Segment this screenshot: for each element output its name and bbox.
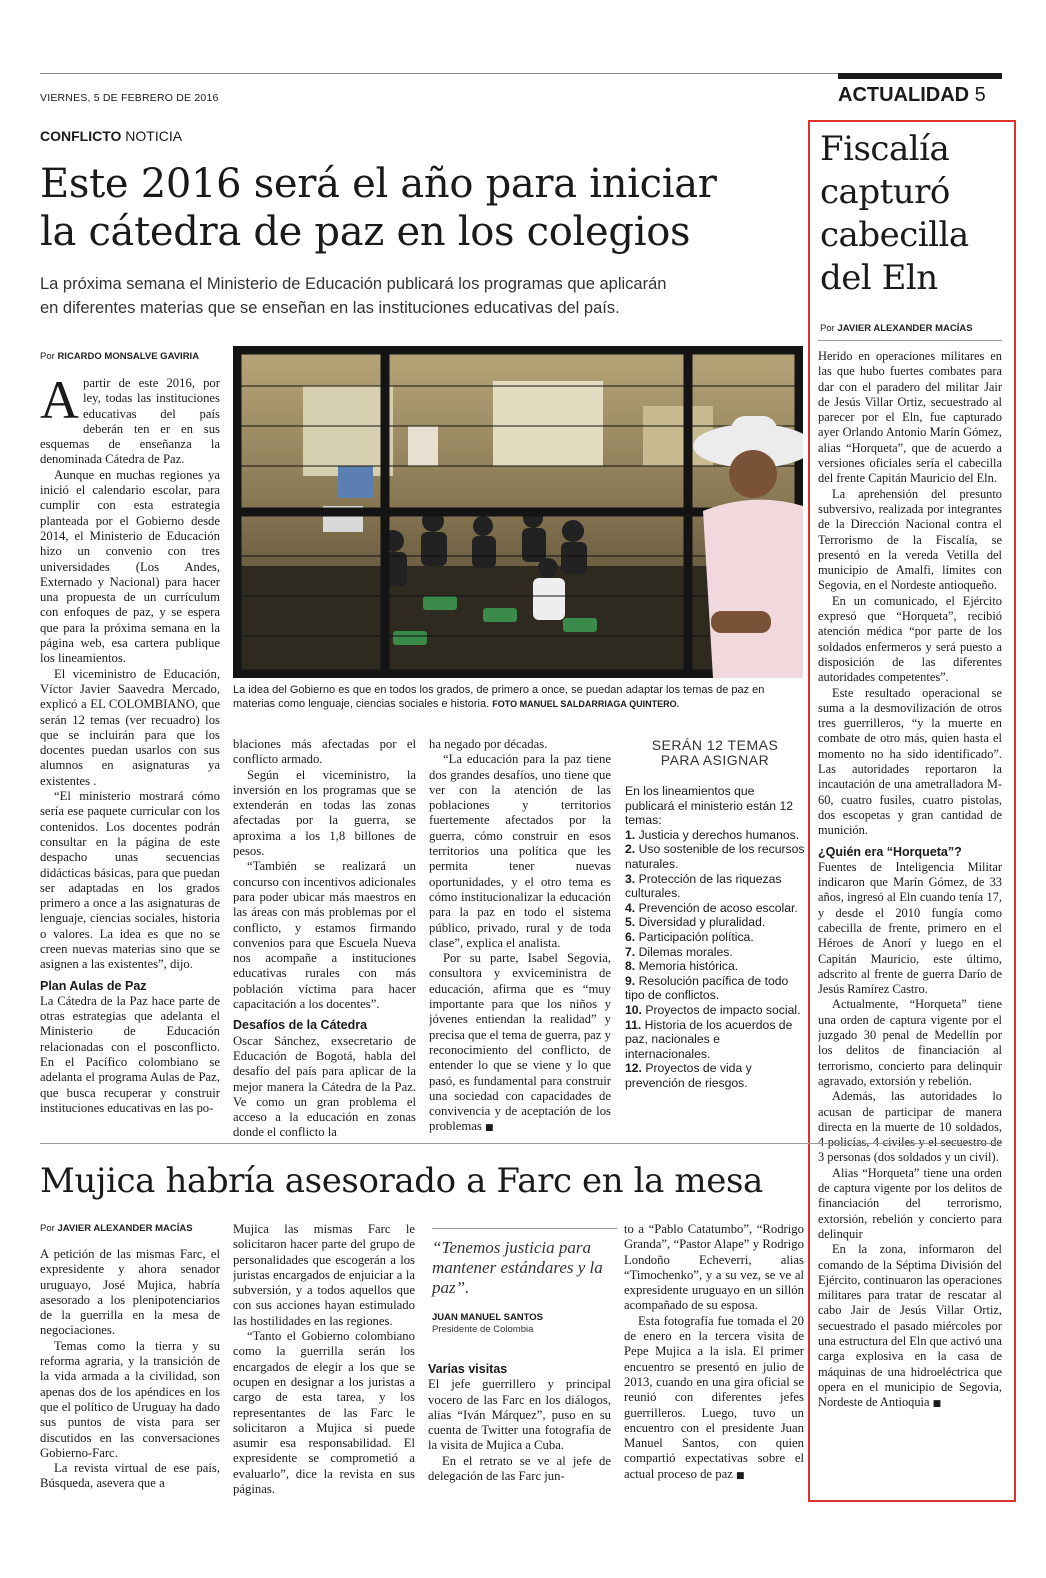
topics-box: [625, 738, 805, 1090]
side-paragraph: Fuentes de Inteligencia Militar indicaron que Marín Gómez, de 33 años, ingresó al Eln cuando tenía 17, y desde el 2010 fungía como cabecilla de frente, primero en el Héroes de Anorí y luego en el Capitán Mauricio, este último, adscrito al frente de guerra Darío de Jesús Ramírez Castro.: [818, 859, 1002, 997]
lead-headline-line-2: la cátedra de paz en los colegios: [40, 209, 691, 255]
list-item: 3. Protección de las riquezas culturales.: [625, 871, 782, 901]
lead-byline: [40, 351, 199, 362]
side-headline-line-1: Fiscalía: [820, 129, 950, 169]
lead-paragraph: Según el viceministro, la inversión en los programas que se extenderán en todas las zonas afectadas por la guerra, se aproxima a los 1,8 billones de pesos.: [233, 767, 416, 859]
list-item: 2. Uso sostenible de los recursos naturales.: [625, 842, 805, 871]
lead-paragraph: El viceministro de Educación, Víctor Javier Saavedra Mercado, explicó a EL COLOMBIANO, que serán 12 temas (ver recuadro) los que se incluirán para que los docentes puedan usarlos con sus alumnos en asignaturas ya existentes .: [40, 666, 220, 788]
classroom-photo-illustration: [233, 346, 803, 678]
photo-caption: [233, 683, 803, 711]
lead-column-3: [429, 737, 611, 1142]
list-item: 5. Diversidad y pluralidad.: [625, 915, 766, 930]
mujica-paragraph: Mujica las mismas Farc le solicitaron hacer parte del grupo de personalidades que escogerán a los juristas encargados de enjuiciar a la subversión, y a todos aquellos que con sus acciones hayan estimulado las hostilidades en las regiones.: [233, 1222, 415, 1328]
mujica-column-1: [40, 1247, 220, 1502]
list-item: 11. Historia de los acuerdos de paz, nacionales e internacionales.: [625, 1017, 793, 1061]
lead-paragraph: “El ministerio mostrará cómo sería ese paquete curricular con los contenidos. Los docentes podrán consultar en la página de este despacho unas secuencias didácticas básicas, para que puedan ser adaptadas en los grados primero a once a las asignaturas de lenguaje, ciencias sociales, historia o valores. La idea es que no se creen nuevas materias sino que se asignen a las existentes”, dijo.: [40, 789, 220, 972]
lead-paragraph: “La educación para la paz tiene dos grandes desafíos, uno tiene que ver con la atención de las poblaciones y territorios fuertemente afectados por la guerra, cómo construir en esos territorios una política que les permita tener nuevas oportunidades, y el otro tema es cómo institucionalizar la educación para la paz en todo el sistema público, privado, rural y de toda clase”, explica el analista.: [429, 752, 611, 950]
lead-column-1: [40, 376, 220, 1146]
mujica-subhead: Varias visitas: [428, 1362, 508, 1376]
byline-name: JAVIER ALEXANDER MACÍAS: [57, 1223, 193, 1234]
mujica-paragraph: El jefe guerrillero y principal vocero de las Farc en los diálogos, alias “Iván Márquez”, puso en su cuenta de Twitter una fotografía de la visita de Mujica a Cuba.: [428, 1377, 611, 1453]
section-name: ACTUALIDAD: [838, 84, 970, 106]
lead-paragraph: Aunque en muchas regiones ya inició el calendario escolar, para cumplir con esta estrategia planteada por el Gobierno desde 2014, el Ministerio de Educación hizo un convenio con tres universidades (Los Andes, Externado y Nacional) para hacer una propuesta de un currículum con enfoques de paz, y se espera que para la próxima semana en la página web, esa cartera publique los lineamientos.: [40, 467, 220, 666]
mujica-column-2: [233, 1222, 415, 1502]
page-number: 5: [974, 84, 986, 106]
list-item: 8. Memoria histórica.: [625, 959, 739, 974]
section-bar: [838, 73, 1002, 79]
list-item: 12. Proyectos de vida y prevención de riesgos.: [625, 1061, 752, 1090]
end-mark: ■: [932, 1399, 942, 1410]
lead-dek-line-2: en diferentes materias que se enseñan en las instituciones educativas del país.: [40, 299, 620, 317]
lead-paragraph: “También se realizará un concurso con incentivos adicionales para poder ubicar más maestros en las áreas con más problemas por el conflicto, y estamos firmando convenios para que Escuela Nueva nos acompañe a instituciones educativas rurales con más población víctima para hacer capacitación a los docentes”.: [233, 859, 416, 1012]
list-item: 7. Dilemas morales.: [625, 944, 733, 959]
section-label: [838, 84, 986, 107]
side-subhead: ¿Quién era “Horqueta”?: [818, 844, 962, 859]
mujica-paragraph: “Tanto el Gobierno colombiano como la guerrilla serán los encargados de elegir a los que se ocupen en designar a los juristas a cargo de esta tarea, y los representantes de las Farc le solicitaron a Mujica si puede asumir esa responsabilidad. El expresidente se comprometió a evaluarlo”, dice la revista en sus páginas.: [233, 1329, 415, 1497]
mujica-paragraph: A petición de las mismas Farc, el expresidente y ahora senador uruguayo, José Mujica, habría asesorado a los plenipotenciarios de la guerrilla en la mesa de negociaciones.: [40, 1247, 220, 1338]
lead-paragraph: ha negado por décadas.: [429, 737, 548, 751]
mujica-byline: [40, 1223, 193, 1234]
side-paragraph: Además, las autoridades lo acusan de participar de manera directa en la muerte de 10 soldados, 3 personas (dos soldados y un civil).: [818, 1089, 1002, 1165]
photo-credit: FOTO MANUEL SALDARRIAGA QUINTERO.: [492, 699, 680, 709]
kicker: [40, 128, 182, 144]
caption-text: La idea del Gobierno es que en todos los grados, de primero a once, se puedan adaptar los temas de paz en materias como lenguaje, ciencias sociales e historia.: [233, 684, 765, 710]
mujica-paragraph: La revista virtual de ese país, Búsqueda, asevera que a: [40, 1461, 220, 1491]
lead-subhead: Desafíos de la Cátedra: [233, 1018, 368, 1033]
mujica-column-3: [428, 1362, 611, 1502]
end-mark: ■: [485, 1123, 494, 1134]
lead-paragraph: Oscar Sánchez, exsecretario de Educación de Bogotá, habla del desafío del país para aplicar de la mejor manera la Cátedra de la Paz. Ve como un gran problema el acceso a la educación en zonas donde el conflicto la: [233, 1033, 416, 1140]
byline-name: JAVIER ALEXANDER MACÍAS: [837, 323, 973, 334]
list-item: 6. Participación política.: [625, 929, 754, 944]
topics-box-title-line-2: PARA ASIGNAR: [660, 752, 770, 768]
classroom-photo: [233, 346, 803, 678]
pull-quote: “Tenemos justicia para mantener estándares y la paz”.: [432, 1238, 603, 1297]
topics-box-title-line-1: SERÁN 12 TEMAS: [651, 737, 779, 753]
byline-prefix: Por: [40, 1223, 55, 1234]
lead-headline: [40, 160, 800, 256]
lead-subhead: Plan Aulas de Paz: [40, 978, 147, 993]
kicker-category: CONFLICTO: [40, 128, 122, 144]
byline-prefix: Por: [40, 351, 55, 362]
topics-box-title: [625, 738, 805, 768]
dateline: VIERNES, 5 DE FEBRERO DE 2016: [40, 92, 219, 104]
quote-author: JUAN MANUEL SANTOS: [432, 1312, 544, 1323]
lead-column-2: [233, 737, 416, 1142]
mujica-paragraph: En el retrato se ve al jefe de delegación de las Farc jun-: [428, 1453, 611, 1484]
side-rule: [818, 340, 1002, 341]
topics-box-intro: En los lineamientos que publicará el ministerio están 12 temas:: [625, 784, 794, 828]
mid-rule: [40, 1143, 1002, 1144]
byline-prefix: Por: [820, 323, 835, 334]
topics-list: [625, 828, 805, 1091]
side-paragraph: Herido en operaciones militares en las que hubo fuertes combates para dar con el paradero del militar Jair de Jesús Villar Ortiz, secuestrado al parecer por el Eln, fue capturado ayer Orlando Antonio Marín Gómez, alias “Horqueta”, que de acuerdo a versiones oficiales sería el cabecilla del frente Capitán Mauricio del Eln.: [818, 349, 1002, 486]
mujica-headline: Mujica habría asesorado a Farc en la mesa: [40, 1161, 763, 1201]
side-headline-line-3: cabecilla: [820, 215, 969, 255]
mujica-paragraph: Esta fotografía fue tomada el 20 de enero en la tercera visita de Pepe Mujica a la isla. El primer encuentro se presentó en julio de 2013, cuando en una gira oficial se reunió con diferentes jefes guerrilleros. Luego, tuvo un encuentro con el presidente Juan Manuel Santos, con quien compartió expectativas sobre el actual proceso de paz ■: [624, 1313, 804, 1481]
lead-paragraph: La Cátedra de la Paz hace parte de otras estrategias que adelanta el Ministerio de Educación relacionadas con el posconflicto. En el Pacífico colombiano se adelanta el programa Aulas de Paz, que busca recuperar y construir instituciones educativas en las po-: [40, 993, 220, 1115]
list-item: 1. Justicia y derechos humanos.: [625, 827, 800, 842]
quote-role: Presidente de Colombia: [432, 1324, 534, 1335]
side-paragraph: Actualmente, “Horqueta” tiene una orden de captura vigente por el juzgado 30 penal de Medellín por los delitos de financiación al terrorismo, concierto para delinquir agravado, extorsión y rebelión.: [818, 997, 1002, 1088]
kicker-type: NOTICIA: [125, 128, 183, 144]
side-paragraph: Este resultado operacional se suma a la desmovilización de otros tres guerrilleros, “y la muerte en combate de otro más, quien hasta el momento no ha sido identificado”. Las autoridades reportaron la incautación de una ametralladora M-60, cuatro fusiles, cuatro pistolas, dos escopetas y gran cantidad de munición.: [818, 685, 1002, 838]
side-column: [818, 349, 1002, 1497]
mujica-paragraph: to a “Pablo Catatumbo”, “Rodrigo Granda”, “Pastor Alape” y Rodrigo Londoño Echeverri, alias “Timochenko”, y a su vez, se ve al expresidente uruguayo en un sillón acompañado de su esposa.: [624, 1222, 804, 1313]
side-headline: [820, 128, 1010, 300]
mujica-column-4: [624, 1222, 804, 1502]
lead-dek-line-1: La próxima semana el Ministerio de Educación publicará los programas que aplicarán: [40, 275, 667, 293]
side-byline: [820, 323, 973, 334]
side-paragraph: En la zona, informaron del comando de la Séptima División del Ejército, continuaron las operaciones militares para tratar de rescatar al cabo Jair de Jesús Villar Ortiz, secuestrado el pasado miércoles por una estructura del Eln que activó una carga explosiva en la casa de máquinas de una hidroeléctrica que opera en el municipio de Segovia, Nordeste de Antioquia ■: [818, 1242, 1002, 1410]
side-headline-line-2: capturó: [820, 172, 950, 212]
lead-paragraph: Apartir de este 2016, por ley, todas las instituciones educativas del país deberán ten er en sus esquemas de enseñanza la denominada Cátedra de Paz.: [40, 376, 220, 467]
list-item: 4. Prevención de acoso escolar.: [625, 900, 798, 915]
list-item: 10. Proyectos de impacto social.: [625, 1002, 801, 1017]
lead-dek: [40, 272, 800, 320]
end-mark: ■: [736, 1470, 745, 1481]
quote-rule: [432, 1228, 617, 1229]
lead-paragraph: Por su parte, Isabel Segovia, consultora y exviceministra de educación, afirma que es “muy importante para que los niños y jóvenes entiendan la realidad” y precisa que el tema de guerra, paz y reconocimiento del conflicto, de entender lo que se viene y lo que pasó, es fundamental para construir una sociedad con capacidades de convivencia y de aceptación de los problemas ■: [429, 951, 611, 1134]
side-paragraph: En un comunicado, el Ejército expresó que “Horqueta”, recibió atención médica “por parte de los soldados enfermeros y será puesto a disposición de las diferentes autoridades competentes”.: [818, 593, 1002, 685]
side-paragraph: La aprehensión del presunto subversivo, realizada por integrantes de la Dirección Nacional contra el Terrorismo de la Fiscalía, se presentó en la vereda Vetilla del municipio de Amalfi, límites con Segovia, en el Nordeste antioqueño.: [818, 486, 1002, 593]
drop-cap: A: [40, 376, 79, 430]
byline-name: RICARDO MONSALVE GAVIRIA: [57, 351, 200, 362]
side-paragraph: Alias “Horqueta” tiene una orden de captura vigente por los delitos de financiación del terrorismo, extorsión, rebelión y concierto para delinquir: [818, 1165, 1002, 1241]
lead-paragraph: blaciones más afectadas por el conflicto armado.: [233, 737, 416, 767]
list-item: 9. Resolución pacífica de todo tipo de conflictos.: [625, 973, 789, 1003]
lead-headline-line-1: Este 2016 será el año para iniciar: [40, 161, 717, 207]
mujica-paragraph: Temas como la tierra y su reforma agraria, y la transición de la vida armada a la civilidad, son apenas dos de los apéndices en los que el político de Uruguay ha dado sus puntos de vista para ser discutidos en las conversaciones Gobierno-Farc.: [40, 1338, 220, 1460]
side-headline-line-4: del Eln: [820, 258, 938, 298]
